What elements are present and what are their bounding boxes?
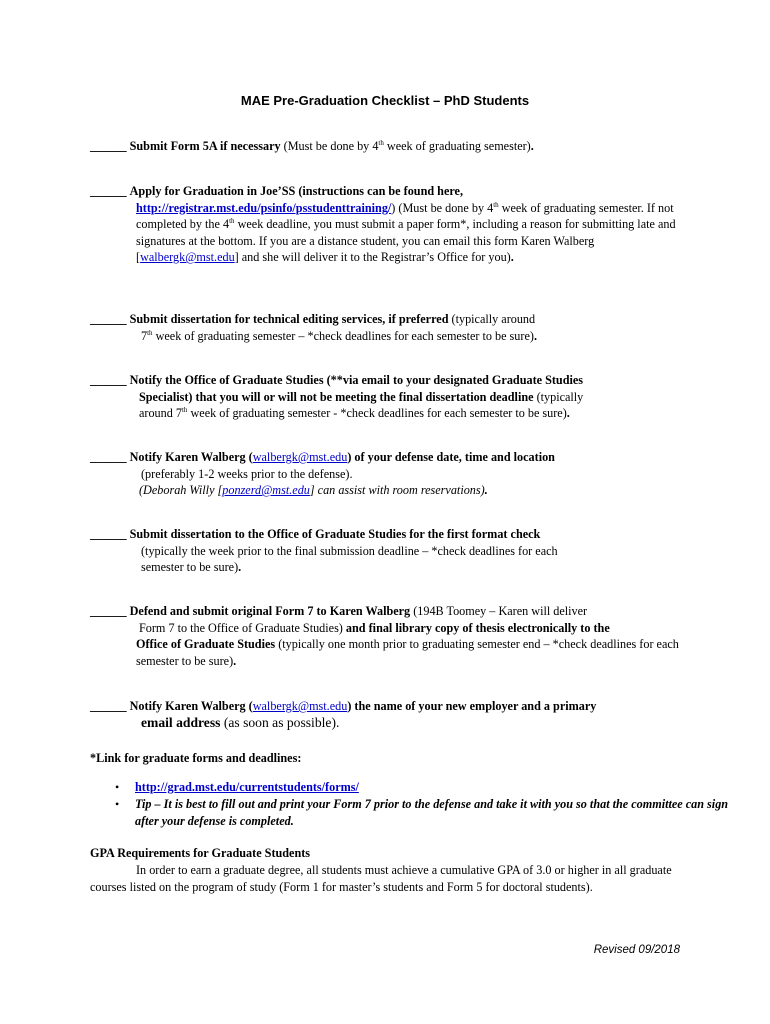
checklist-item-technical-editing <box>90 311 690 344</box>
item-heading: Notify Karen Walberg ( <box>129 699 253 713</box>
checkbox-blank: ______ <box>90 527 127 541</box>
item-heading-cont: email address <box>141 714 221 730</box>
item-text: week of graduating semester. If not completed by the 4 <box>136 200 674 231</box>
item-period: . <box>233 653 237 668</box>
item-heading: Submit dissertation to the Office of Graduate Studies for the first format check <box>129 527 541 541</box>
item-text: ) (Must be done by 4 <box>391 200 494 215</box>
item-text: semester to be sure) <box>141 560 239 574</box>
checklist-item-defense-date <box>90 449 690 499</box>
checkbox-blank: ______ <box>90 184 127 198</box>
item-heading: Submit dissertation for technical editing services, if preferred <box>129 312 449 326</box>
item-text: (Must be done by 4 <box>280 139 379 153</box>
superscript: th <box>378 138 384 147</box>
checklist-item-notify-graduate-studies <box>90 372 690 422</box>
item-heading-cont: and final library copy of thesis electronically to the <box>342 620 610 635</box>
item-period: . <box>530 139 534 153</box>
links-list <box>90 779 735 830</box>
item-period: . <box>533 328 537 343</box>
item-heading: Defend and submit original Form 7 to Karen Walberg <box>129 604 411 618</box>
item-text: week of graduating semester – *check deadlines for each semester to be sure) <box>152 328 534 343</box>
item-heading-cont: ) of your defense date, time and location <box>347 450 555 464</box>
list-item <box>115 796 735 830</box>
superscript: th <box>493 200 499 209</box>
item-text: (as soon as possible). <box>220 714 340 730</box>
superscript: th <box>229 216 235 225</box>
item-period: . <box>510 250 514 264</box>
item-text: week of graduating semester) <box>383 139 531 153</box>
item-text: (typically the week prior to the final submission deadline – *check deadlines for each <box>141 543 558 558</box>
item-heading: Notify Karen Walberg ( <box>129 450 253 464</box>
ponzerd-email-link[interactable]: ponzerd@mst.edu <box>222 483 310 497</box>
item-text: Form 7 to the Office of Graduate Studies) <box>139 620 343 635</box>
checklist-item-defend-form-7 <box>90 603 690 669</box>
walberg-email-link[interactable]: walbergk@mst.edu <box>252 699 348 713</box>
item-period: . <box>566 406 570 420</box>
item-note: ] can assist with room reservations) <box>309 483 485 497</box>
item-text: (typically one month prior to graduating semester end – *check deadlines for each semester to be sure) <box>136 637 679 668</box>
item-text: (typically <box>533 389 584 404</box>
superscript: th <box>147 328 153 337</box>
registrar-training-link[interactable]: http://registrar.mst.edu/psinfo/psstudenttraining/ <box>136 200 392 215</box>
item-text: ] and she will deliver it to the Registrar’s Office for you) <box>234 250 511 264</box>
item-text: (typically around <box>448 312 536 326</box>
walberg-email-link[interactable]: walbergk@mst.edu <box>252 450 348 464</box>
item-text: 7 <box>141 328 148 343</box>
item-heading: Apply for Graduation in Joe’SS (instructions can be found here, <box>129 184 464 198</box>
checklist-item-format-check <box>90 526 690 576</box>
item-text: week of graduating semester - *check deadlines for each semester to be sure) <box>187 406 567 420</box>
checklist-item-apply-graduation <box>90 183 690 266</box>
checkbox-blank: ______ <box>90 312 127 326</box>
revision-date: Revised 09/2018 <box>593 944 680 956</box>
item-text: around 7 <box>139 406 182 420</box>
checkbox-blank: ______ <box>90 450 127 464</box>
item-heading-cont: Specialist) that you will or will not be meeting the final dissertation deadline <box>139 389 534 404</box>
checkbox-blank: ______ <box>90 139 127 153</box>
checkbox-blank: ______ <box>90 699 127 713</box>
bullet-icon: • <box>115 780 120 794</box>
checkbox-blank: ______ <box>90 373 127 387</box>
item-heading: Notify the Office of Graduate Studies (**via email to your designated Graduate Studies <box>129 373 584 387</box>
checklist-item-form-5a <box>90 138 690 155</box>
tip-text: Tip – It is best to fill out and print your Form 7 prior to the defense and take it with you so that the committee can sign after your defense is completed. <box>135 797 729 828</box>
links-heading: *Link for graduate forms and deadlines: <box>90 751 302 765</box>
superscript: th <box>181 405 188 414</box>
item-text: (194B Toomey – Karen will deliver <box>410 604 588 618</box>
checklist-item-new-employer <box>90 698 690 731</box>
checkbox-blank: ______ <box>90 604 127 618</box>
item-heading: Submit Form 5A if necessary <box>129 139 281 153</box>
item-heading-cont: Office of Graduate Studies <box>136 637 276 651</box>
gpa-body: In order to earn a graduate degree, all students must achieve a cumulative GPA of 3.0 or higher in all graduate courses listed on the program of study (Form 1 for master’s students and Form 5 for doctoral students). <box>90 863 672 894</box>
grad-forms-link[interactable]: http://grad.mst.edu/currentstudents/forms/ <box>135 780 359 794</box>
page-title: MAE Pre-Graduation Checklist – PhD Students <box>240 93 530 108</box>
item-text: week deadline, you must submit a paper form*, including a reason for submitting late and signatures at the bottom. If you are a distance student, you can email this form Karen Walberg [ <box>136 217 676 264</box>
bullet-icon: • <box>115 797 120 811</box>
item-period: . <box>238 560 242 574</box>
item-heading-cont: ) the name of your new employer and a primary <box>347 699 597 713</box>
item-note: (Deborah Willy [ <box>139 483 223 497</box>
item-period: . <box>484 483 488 497</box>
list-item <box>115 779 735 796</box>
item-text: (preferably 1-2 weeks prior to the defense). <box>141 466 353 481</box>
gpa-heading: GPA Requirements for Graduate Students <box>90 846 311 860</box>
walberg-email-link[interactable]: walbergk@mst.edu <box>140 250 235 264</box>
